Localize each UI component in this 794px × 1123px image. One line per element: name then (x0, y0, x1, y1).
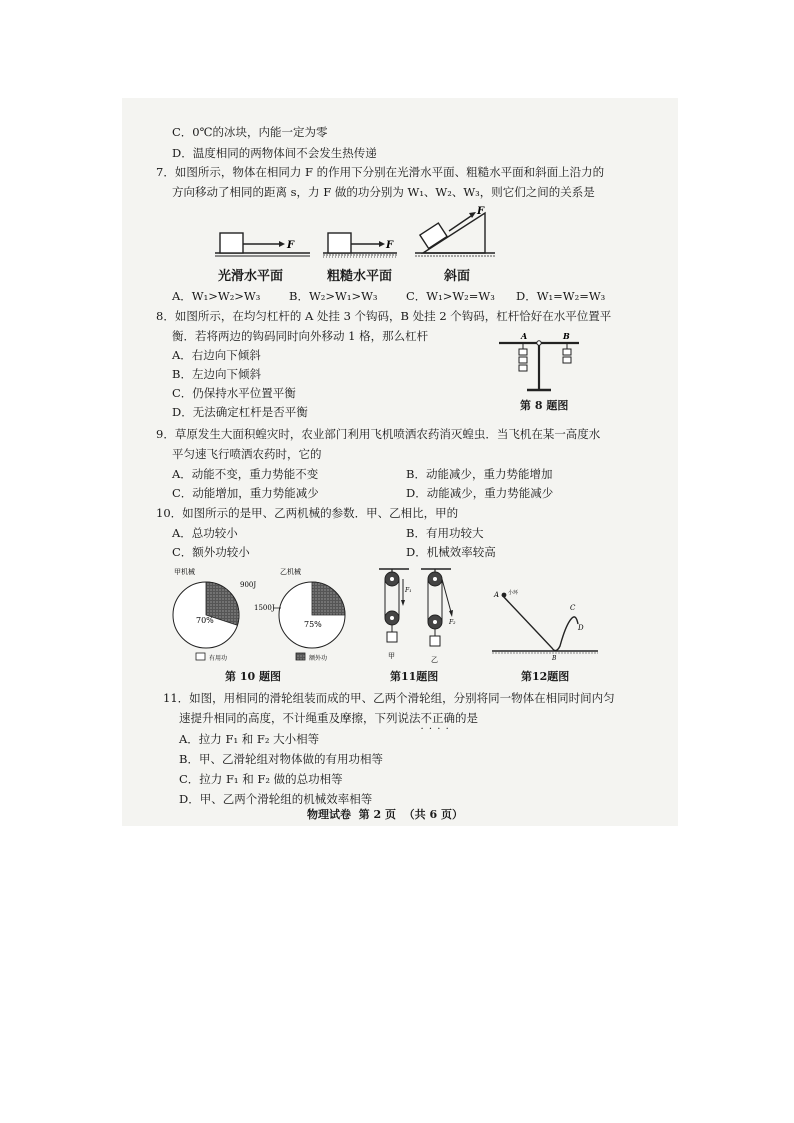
q11-stem-2a: 速提升相同的高度，不计绳重及摩擦，下列说法 (179, 711, 421, 725)
q6-option-d: D．温度相同的两物体间不会发生热传递 (172, 146, 377, 160)
q10-fig-caption: 第 10 题图 (225, 670, 281, 683)
q8-option-d: D．无法确定杠杆是否平衡 (172, 405, 308, 419)
q8-point-a: A (521, 331, 528, 341)
q7-option-c: C．W₁>W₂=W₃ (406, 289, 495, 303)
q11-label-yi: 乙 (431, 656, 438, 664)
q8-option-c: C．仍保持水平位置平衡 (172, 386, 296, 400)
q11-stem-line2 (179, 710, 478, 726)
q12-track (502, 595, 578, 651)
legend-useful-label: 有用功 (209, 655, 228, 662)
q12-ring-label: 小环 (508, 590, 519, 596)
q11-f2-label: F₂ (449, 619, 456, 626)
q12-ring (502, 593, 507, 598)
yi-weight (430, 636, 440, 646)
pie2-useful-label: 75% (304, 620, 322, 629)
q8-option-b: B．左边向下倾斜 (172, 367, 261, 381)
q7-force-label-2: F (386, 240, 394, 251)
q11-stem-line1: 11．如图，用相同的滑轮组装而成的甲、乙两个滑轮组，分别将同一物体在相同时间内匀 (163, 691, 615, 705)
pie1 (173, 582, 239, 648)
q10-option-c: C．额外功较小 (172, 545, 250, 559)
q7-block-slope (420, 223, 447, 248)
footer-page: 第 2 页 (358, 808, 396, 821)
q6-option-c: C．0℃的冰块，内能一定为零 (172, 125, 328, 139)
q7-force-label-3: F (477, 206, 485, 217)
q11-label-jia: 甲 (388, 652, 395, 660)
q11-fig-caption: 第11题图 (390, 670, 439, 683)
q11-pulley-figure (375, 566, 455, 668)
q8-weight-b2 (563, 357, 571, 363)
q12-track-figure (490, 580, 600, 662)
footer-total: （共 6 页） (403, 808, 463, 821)
q8-weight-a2 (519, 357, 527, 363)
q7-caption-rough: 粗糙水平面 (327, 269, 393, 284)
q9-stem-line2: 平匀速飞行喷洒农药时，它的 (172, 447, 322, 461)
q7-caption-slope: 斜面 (444, 269, 471, 284)
pie2-slice-extra (312, 582, 345, 615)
pie2-total-label: 1500J (254, 604, 275, 612)
q12-fig-caption: 第12题图 (521, 670, 570, 683)
legend-swatch-extra (296, 653, 305, 660)
q10-option-a: A．总功较小 (172, 526, 238, 540)
q9-option-a: A．动能不变，重力势能不变 (172, 467, 319, 481)
q11-option-a: A．拉力 F₁ 和 F₂ 大小相等 (179, 732, 320, 746)
q7-option-b: B．W₂>W₁>W₃ (289, 289, 378, 303)
q8-point-b: B (563, 331, 570, 341)
q8-weight-b1 (563, 349, 571, 355)
q8-weight-a3 (519, 365, 527, 371)
footer (307, 806, 463, 822)
pie2 (279, 582, 345, 648)
q11-option-b: B．甲、乙滑轮组对物体做的有用功相等 (179, 752, 383, 766)
q9-stem-line1: 9．草原发生大面积蝗灾时，农业部门利用飞机喷洒农药消灭蝗虫．当飞机在某一高度水 (156, 427, 601, 441)
q10-option-d: D．机械效率较高 (406, 545, 496, 559)
q12-point-d: D (578, 624, 584, 632)
q8-weight-a1 (519, 349, 527, 355)
q9-option-c: C．动能增加，重力势能减少 (172, 486, 319, 500)
legend-extra-label: 额外功 (309, 655, 328, 662)
jia-weight (387, 632, 397, 642)
q9-option-d: D．动能减少，重力势能减少 (406, 486, 554, 500)
q8-stem-line2: 衡．若将两边的钩码同时向外移动 1 格，那么杠杆 (172, 329, 429, 343)
q8-lever-figure (495, 333, 587, 397)
q10-stem: 10．如图所示的是甲、乙两机械的参数．甲、乙相比，甲的 (156, 506, 459, 520)
q7-option-a: A．W₁>W₂>W₃ (172, 289, 261, 303)
q11-stem-2c: 的是 (455, 711, 478, 725)
pie1-useful-label: 70% (196, 616, 214, 625)
q7-force-label-1: F (287, 240, 295, 251)
q7-block-rough (328, 233, 351, 253)
legend-swatch-useful (196, 653, 205, 660)
q11-option-c: C．拉力 F₁ 和 F₂ 做的总功相等 (179, 772, 343, 786)
q8-stem-line1: 8．如图所示，在均匀杠杆的 A 处挂 3 个钩码，B 处挂 2 个钩码，杠杆恰好在水平位置平 (156, 309, 612, 323)
q10-option-b: B．有用功较大 (406, 526, 484, 540)
q10-pie-charts (168, 565, 368, 665)
q12-point-c: C (570, 604, 576, 612)
q11-f1-label: F₁ (405, 587, 412, 594)
footer-subject: 物理试卷 (307, 808, 351, 821)
pie1-extra-label: 900J (240, 581, 257, 589)
q11-stem-emphasis: 不正确 · · · · (421, 711, 456, 725)
q8-fig-caption: 第 8 题图 (520, 399, 569, 412)
q7-stem-line2: 方向移动了相同的距离 s，力 F 做的功分别为 W₁、W₂、W₃，则它们之间的关系是 (172, 185, 595, 199)
q12-point-b: B (552, 655, 557, 662)
q7-caption-smooth: 光滑水平面 (218, 269, 284, 284)
pie1-title: 甲机械 (174, 568, 195, 576)
q7-block-smooth (220, 233, 243, 253)
q9-option-b: B．动能减少，重力势能增加 (406, 467, 553, 481)
q7-option-d: D．W₁=W₂=W₃ (516, 289, 606, 303)
pie2-title: 乙机械 (280, 568, 301, 576)
q8-option-a: A．右边向下倾斜 (172, 348, 261, 362)
q11-option-d: D．甲、乙两个滑轮组的机械效率相等 (179, 792, 373, 806)
q12-point-a: A (494, 591, 500, 599)
q7-stem-line1: 7．如图所示，物体在相同力 F 的作用下分别在光滑水平面、粗糙水平面和斜面上沿力的 (156, 165, 605, 179)
